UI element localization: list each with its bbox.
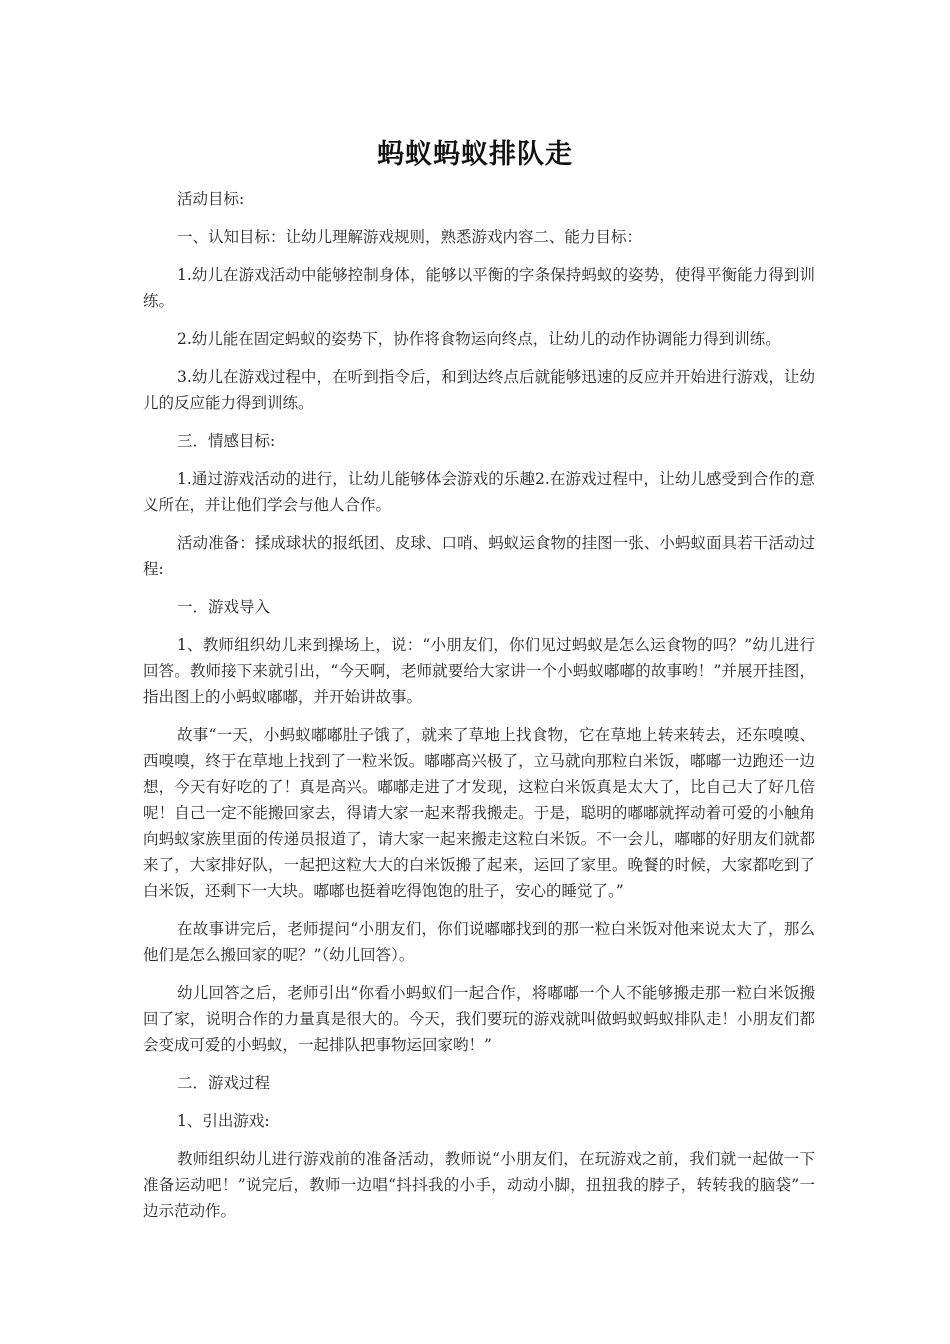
paragraph-cognitive-goal: 一、认知目标：让幼儿理解游戏规则，熟悉游戏内容二、能力目标： — [177, 228, 643, 246]
paragraph-story: 故事“一天，小蚂蚁嘟嘟肚子饿了，就来了草地上找食物，它在草地上转来转去，还东嗅嗅、西嗅嗅，终于在草地上找到了一粒米饭。嘟嘟高兴极了，立马就向那粒白米饭，嘟嘟一边跑还一边想，今天有好吃的了！真是高兴。嘟嘟走进了才发现，这粒白米饭真是太大了，比自己大了好几倍呢！自己一定不能搬回家去，得请大家一起来帮我搬走。于是，聪明的嘟嘟就挥动着可爱的小触角向蚂蚁家族里面的传递员报道了，请大家一起来搬走这粒白米饭。不一会儿，嘟嘟的好朋友们就都来了，大家排好队，一起把这粒大大的白米饭搬了起来，运回了家里。晚餐的时候，大家都吃到了白米饭，还剩下一大块。嘟嘟也挺着吃得饱饱的肚子，安心的睡觉了。” — [143, 726, 815, 900]
paragraph-ability-goal-3: 3.幼儿在游戏过程中，在听到指令后，和到达终点后就能够迅速的反应并开始进行游戏，让幼儿的反应能力得到训练。 — [143, 368, 815, 412]
paragraph-introduce-game: 1、引出游戏: — [177, 1112, 270, 1130]
paragraph-ability-goal-1: 1.幼儿在游戏活动中能够控制身体，能够以平衡的字条保持蚂蚁的姿势，使得平衡能力得到训练。 — [143, 266, 815, 310]
paragraph-preparation: 活动准备：揉成球状的报纸团、皮球、口哨、蚂蚁运食物的挂图一张、小蚂蚁面具若干活动过程: — [143, 534, 815, 578]
paragraph-game-process-heading: 二．游戏过程 — [177, 1074, 271, 1092]
paragraph-warmup: 教师组织幼儿进行游戏前的准备活动，教师说“小朋友们，在玩游戏之前，我们就一起做一下准备运动吧！”说完后，教师一边唱“抖抖我的小手，动动小脚，扭扭我的脖子，转转我的脑袋”一边示范动作。 — [143, 1150, 815, 1220]
paragraph-emotional-goal: 1.通过游戏活动的进行，让幼儿能够体会游戏的乐趣2.在游戏过程中，让幼儿感受到合作的意义所在，并让他们学会与他人合作。 — [143, 470, 815, 514]
document-title: 蚂蚁蚂蚁排队走 — [377, 139, 573, 170]
document-body — [143, 186, 815, 1236]
paragraph-teacher-question: 在故事讲完后，老师提问“小朋友们，你们说嘟嘟找到的那一粒白米饭对他来说太大了，那么他们是怎么搬回家的呢？”（幼儿回答）。 — [143, 920, 815, 964]
paragraph-game-intro: 1、教师组织幼儿来到操场上，说：“小朋友们，你们见过蚂蚁是怎么运食物的吗？”幼儿进行回答。教师接下来就引出，“今天啊，老师就要给大家讲一个小蚂蚁嘟嘟的故事哟！”并展开挂图，指出图上的小蚂蚁嘟嘟，并开始讲故事。 — [143, 636, 815, 706]
paragraph-teacher-lead: 幼儿回答之后，老师引出“你看小蚂蚁们一起合作，将嘟嘟一个人不能够搬走那一粒白米饭搬回了家，说明合作的力量真是很大的。今天，我们要玩的游戏就叫做蚂蚁蚂蚁排队走！小朋友们都会变成可爱的小蚂蚁，一起排队把事物运回家哟！” — [143, 984, 815, 1054]
paragraph-ability-goal-2: 2.幼儿能在固定蚂蚁的姿势下，协作将食物运向终点，让幼儿的动作协调能力得到训练。 — [177, 330, 781, 348]
paragraph-game-intro-heading: 一．游戏导入 — [177, 598, 271, 616]
paragraph-emotional-goal-heading: 三．情感目标: — [177, 432, 276, 450]
paragraph-activity-goals-heading: 活动目标: — [177, 190, 245, 208]
